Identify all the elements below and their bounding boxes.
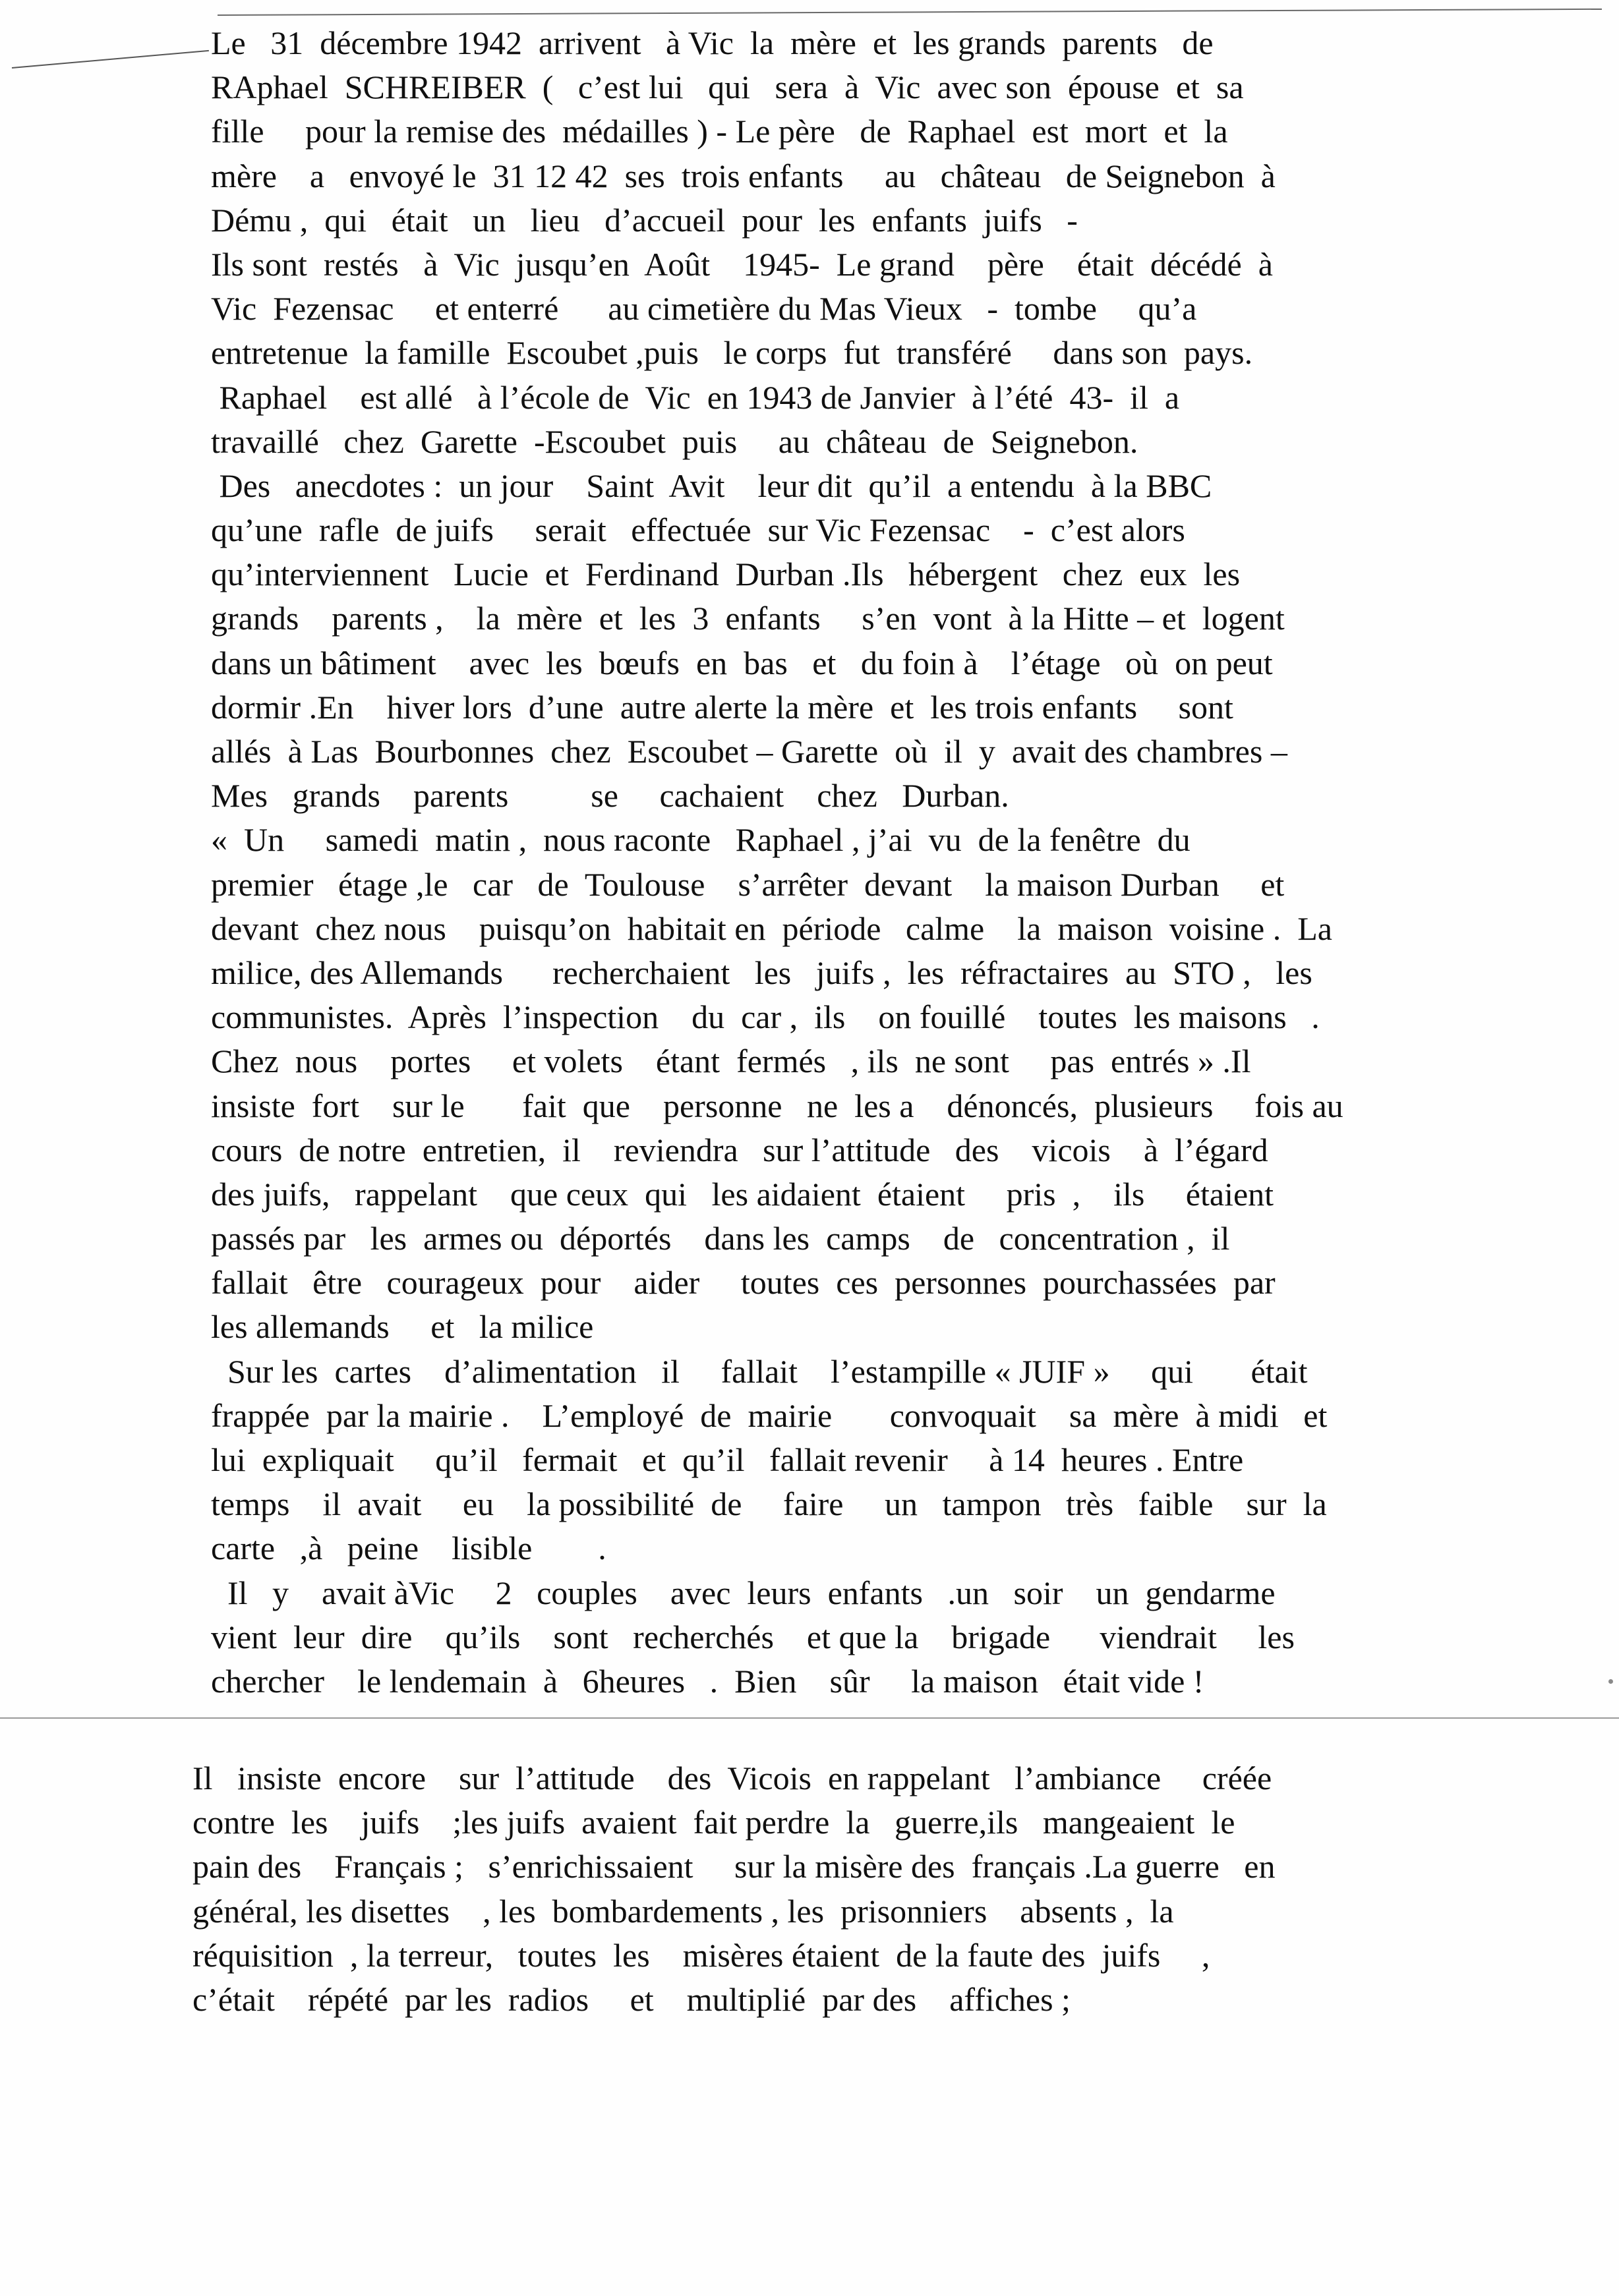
text-line: dormir .En hiver lors d’une autre alerte la mère et les trois enfants sont bbox=[211, 688, 1233, 726]
text-line: général, les disettes , les bombardements , les prisonniers absents , la bbox=[192, 1892, 1174, 1930]
text-line: Il insiste encore sur l’attitude des Vicois en rappelant l’ambiance créée bbox=[192, 1760, 1272, 1796]
text-line: passés par les armes ou déportés dans les camps de concentration , il bbox=[211, 1220, 1230, 1257]
text-line: des juifs, rappelant que ceux qui les aidaient étaient pris , ils étaient bbox=[211, 1175, 1274, 1213]
text-line: fallait être courageux pour aider toutes ces personnes pourchassées par bbox=[211, 1264, 1276, 1302]
scan-paper-edge-separator bbox=[0, 1717, 1619, 1719]
text-line: fille pour la remise des médailles ) - Le père de Raphael est mort et la bbox=[211, 113, 1228, 150]
text-line: entretenue la famille Escoubet ,puis le corps fut transféré dans son pays. bbox=[211, 334, 1253, 372]
text-line: qu’une rafle de juifs serait effectuée sur Vic Fezensac - c’est alors bbox=[211, 511, 1185, 549]
text-line: travaillé chez Garette -Escoubet puis au château de Seignebon. bbox=[211, 422, 1138, 460]
scan-top-edge-line bbox=[218, 9, 1602, 16]
text-line: frappée par la mairie . L’employé de mairie convoquait sa mère à midi et bbox=[211, 1396, 1328, 1434]
text-line: devant chez nous puisqu’on habitait en période calme la maison voisine . La bbox=[211, 909, 1332, 947]
text-line: Dému , qui était un lieu d’accueil pour les enfants juifs - bbox=[211, 201, 1078, 239]
text-line: temps il avait eu la possibilité de faire un tampon très faible sur la bbox=[211, 1485, 1327, 1523]
text-line: dans un bâtiment avec les bœufs en bas et du foin à l’étage où on peut bbox=[211, 644, 1273, 681]
text-line: milice, des Allemands recherchaient les juifs , les réfractaires au STO , les bbox=[211, 954, 1312, 991]
text-line: contre les juifs ;les juifs avaient fait perdre la guerre,ils mangeaient le bbox=[192, 1804, 1235, 1841]
text-line: insiste fort sur le fait que personne ne les a dénoncés, plusieurs fois au bbox=[211, 1087, 1343, 1124]
scan-speck bbox=[1608, 1679, 1613, 1684]
text-line: premier étage ,le car de Toulouse s’arrêter devant la maison Durban et bbox=[211, 865, 1285, 903]
text-line: communistes. Après l’inspection du car , ils on fouillé toutes les maisons . bbox=[211, 998, 1320, 1036]
text-line: chercher le lendemain à 6heures . Bien sûr la maison était vide ! bbox=[211, 1662, 1204, 1700]
text-line: lui expliquait qu’il fermait et qu’il fallait revenir à 14 heures . Entre bbox=[211, 1441, 1244, 1478]
text-line: cours de notre entretien, il reviendra sur l’attitude des vicois à l’égard bbox=[211, 1131, 1268, 1168]
text-line: les allemands et la milice bbox=[211, 1308, 594, 1346]
text-line: Des anecdotes : un jour Saint Avit leur dit qu’il a entendu à la BBC bbox=[211, 467, 1212, 504]
text-line: grands parents , la mère et les 3 enfants s’en vont à la Hitte – et logent bbox=[211, 600, 1285, 637]
text-line: qu’interviennent Lucie et Ferdinand Durban .Ils hébergent chez eux les bbox=[211, 556, 1241, 593]
text-line: Raphael est allé à l’école de Vic en 1943 de Janvier à l’été 43- il a bbox=[211, 378, 1180, 416]
text-line: Le 31 décembre 1942 arrivent à Vic la mère et les grands parents de bbox=[211, 24, 1214, 61]
text-line: RAphael SCHREIBER ( c’est lui qui sera à Vic avec son épouse et sa bbox=[211, 69, 1244, 106]
text-line: Il y avait àVic 2 couples avec leurs enfants .un soir un gendarme bbox=[211, 1574, 1276, 1611]
main-text-block bbox=[211, 21, 1523, 1704]
scan-pen-stroke bbox=[12, 50, 209, 69]
text-line: Chez nous portes et volets étant fermés , ils ne sont pas entrés » .Il bbox=[211, 1043, 1251, 1080]
text-line: pain des Français ; s’enrichissaient sur la misère des français .La guerre en bbox=[192, 1848, 1276, 1885]
text-line: Vic Fezensac et enterré au cimetière du Mas Vieux - tombe qu’a bbox=[211, 290, 1197, 328]
text-line: « Un samedi matin , nous raconte Raphael , j’ai vu de la fenêtre du bbox=[211, 821, 1191, 859]
text-line: Ils sont restés à Vic jusqu’en Août 1945- Le grand père était décédé à bbox=[211, 245, 1273, 283]
text-line: Mes grands parents se cachaient chez Durban. bbox=[211, 777, 1009, 815]
text-line: carte ,à peine lisible . bbox=[211, 1530, 606, 1567]
text-line: mère a envoyé le 31 12 42 ses trois enfants au château de Seignebon à bbox=[211, 157, 1276, 194]
text-line: vient leur dire qu’ils sont recherchés et que la brigade viendrait les bbox=[211, 1618, 1295, 1655]
continuation-text-block bbox=[192, 1756, 1504, 2022]
text-line: c’était répété par les radios et multiplié par des affiches ; bbox=[192, 1980, 1071, 2018]
text-line: allés à Las Bourbonnes chez Escoubet – Garette où il y avait des chambres – bbox=[211, 733, 1287, 770]
text-line: Sur les cartes d’alimentation il fallait l’estampille « JUIF » qui était bbox=[211, 1352, 1308, 1390]
text-line: réquisition , la terreur, toutes les misères étaient de la faute des juifs , bbox=[192, 1936, 1210, 1974]
